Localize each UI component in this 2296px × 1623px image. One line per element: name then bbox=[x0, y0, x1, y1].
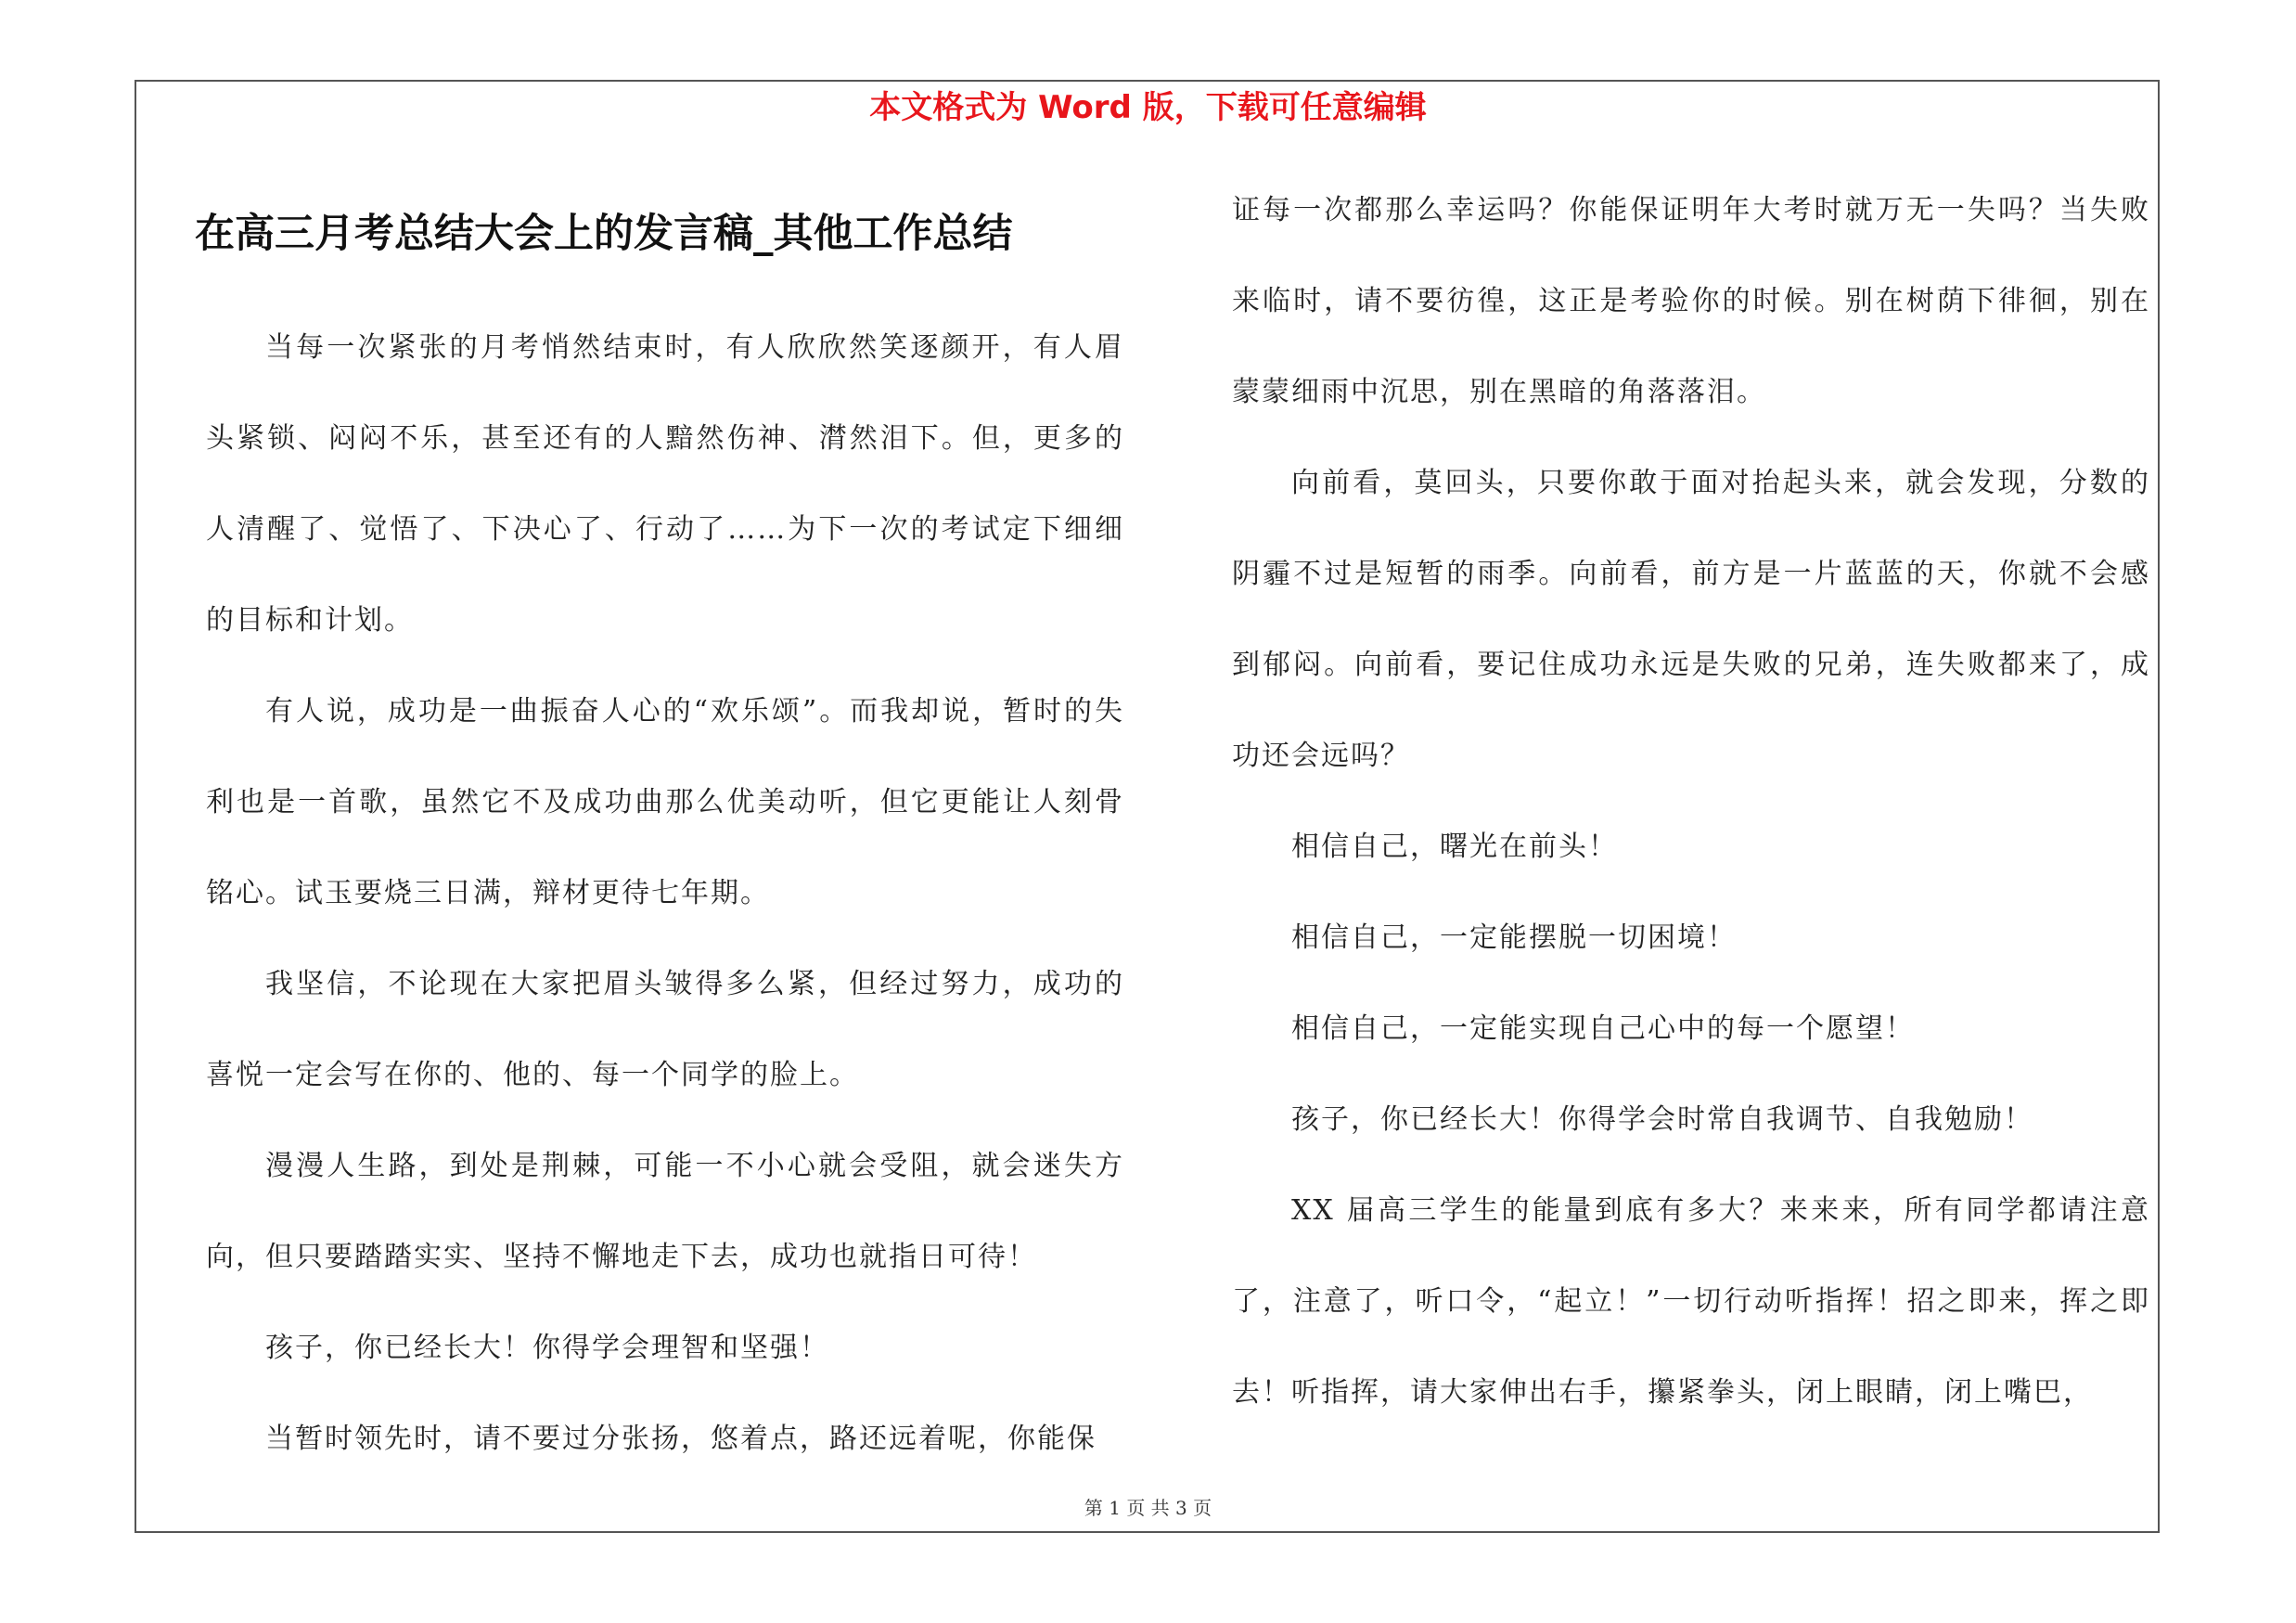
paragraph: 孩子，你已经长大！你得学会理智和坚强！ bbox=[265, 1332, 829, 1364]
paragraph: 相信自己，一定能摆脱一切困境！ bbox=[1291, 921, 1737, 954]
left-text-column bbox=[206, 303, 1124, 1485]
paragraph: 漫漫人生路，到处是荆棘，可能一不小心就会受阻，就会迷失方向，但只要踏踏实实、坚持不懈地走下去，成功也就指日可待！ bbox=[206, 1150, 1124, 1273]
paragraph: 相信自己，曙光在前头！ bbox=[1291, 831, 1618, 863]
page-number-footer: 第 1 页 共 3 页 bbox=[1084, 1497, 1212, 1519]
paragraph: 相信自己，一定能实现自己心中的每一个愿望！ bbox=[1291, 1012, 1915, 1045]
paragraph: 孩子，你已经长大！你得学会时常自我调节、自我勉励！ bbox=[1291, 1103, 2033, 1136]
paragraph: 当每一次紧张的月考悄然结束时，有人欣欣然笑逐颜开，有人眉头紧锁、闷闷不乐，甚至还有的人黯然伤神、潸然泪下。但，更多的人清醒了、觉悟了、下决心了、行动了……为下一次的考试定下细细的目标和计划。 bbox=[206, 331, 1124, 637]
word-format-banner: 本文格式为 Word 版，下载可任意编辑 bbox=[869, 89, 1427, 126]
paragraph-continuation: 证每一次都那么幸运吗？你能保证明年大考时就万无一失吗？当失败来临时，请不要彷徨，这正是考验你的时候。别在树荫下徘徊，别在蒙蒙细雨中沉思，别在黑暗的角落落泪。 bbox=[1232, 194, 2150, 408]
paragraph: XX 届高三学生的能量到底有多大？来来来，所有同学都请注意了，注意了，听口令，“起立！”一切行动听指挥！招之即来，挥之即去！听指挥，请大家伸出右手，攥紧拳头，闭上眼睛，闭上嘴巴， bbox=[1232, 1194, 2150, 1409]
paragraph: 我坚信，不论现在大家把眉头皱得多么紧，但经过努力，成功的喜悦一定会写在你的、他的、每一个同学的脸上。 bbox=[206, 968, 1124, 1091]
right-text-column bbox=[1232, 165, 2150, 1438]
document-title: 在高三月考总结大会上的发言稿_其他工作总结 bbox=[195, 211, 1013, 257]
paragraph: 当暂时领先时，请不要过分张扬，悠着点，路还远着呢，你能保 bbox=[265, 1423, 1097, 1455]
paragraph: 向前看，莫回头，只要你敢于面对抬起头来，就会发现，分数的阴霾不过是短暂的雨季。向前看，前方是一片蓝蓝的天，你就不会感到郁闷。向前看，要记住成功永远是失败的兄弟，连失败都来了，成功还会远吗？ bbox=[1232, 467, 2150, 772]
paragraph: 有人说，成功是一曲振奋人心的“欢乐颂”。而我却说，暂时的失利也是一首歌，虽然它不及成功曲那么优美动听，但它更能让人刻骨铭心。试玉要烧三日满，辩材更待七年期。 bbox=[206, 695, 1124, 909]
